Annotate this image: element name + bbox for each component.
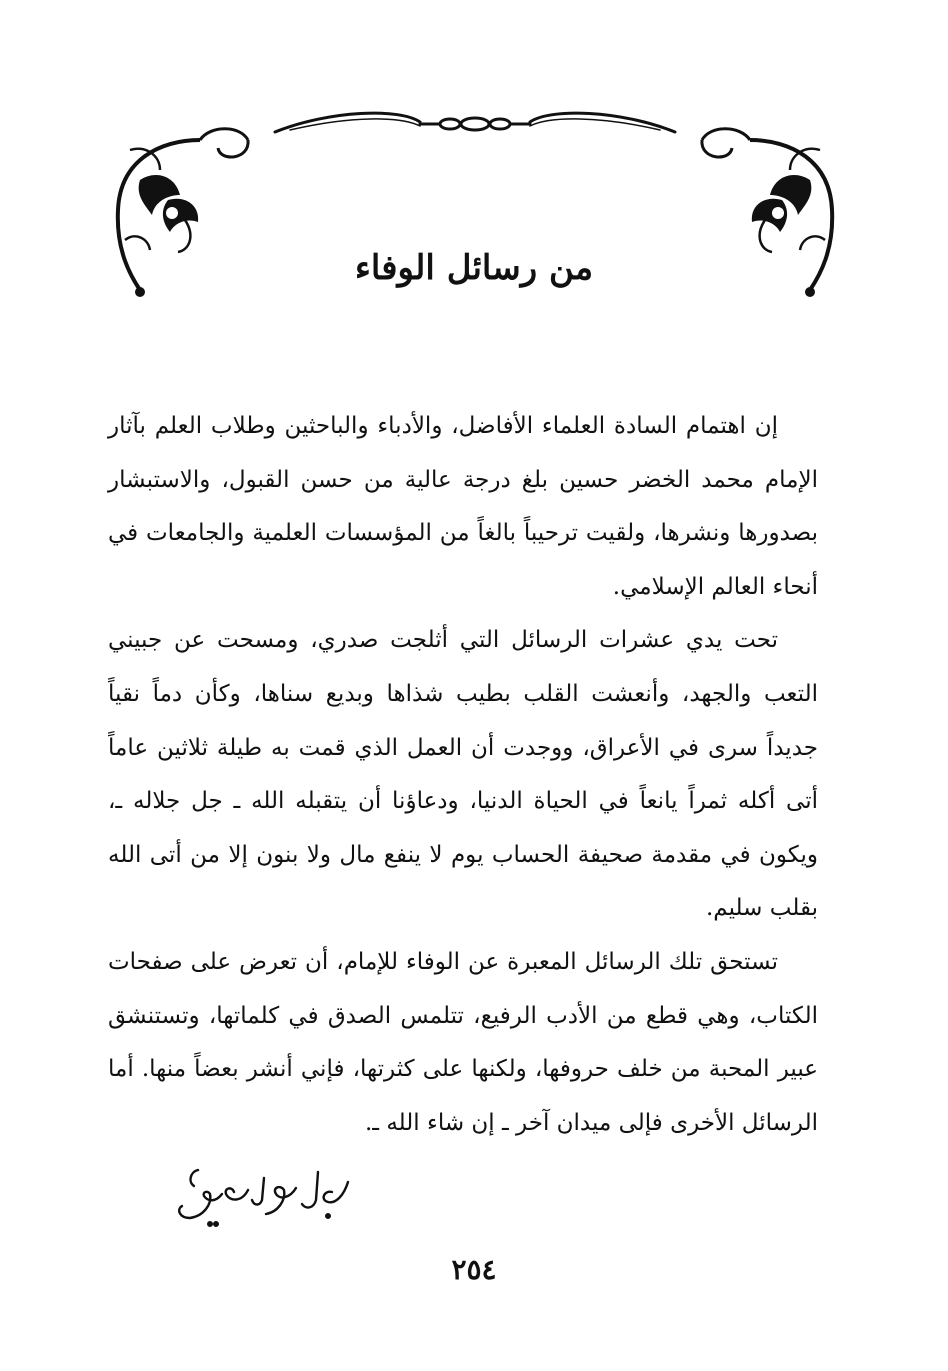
handwritten-signature xyxy=(168,1160,358,1230)
paragraph-3: تستحق تلك الرسائل المعبرة عن الوفاء للإمام، أن تعرض على صفحات الكتاب، وهي قطع من الأدب الرفيع، تتلمس الصدق في كلماتها، وتستنشق عبير المحبة من خلف حروفها، ولكنها على كثرتها، فإني أنشر بعضاً منها. أما الرسائل الأخرى فإلى ميدان آخر ـ إن شاء الله ـ. xyxy=(108,948,818,1136)
page-title: من رسائل الوفاء xyxy=(354,248,594,288)
paragraph-1: إن اهتمام السادة العلماء الأفاضل، والأدباء والباحثين وطلاب العلم بآثار الإمام محمد الخضر حسين بلغ درجة عالية من حسن القبول، والاستبشار بصدورها ونشرها، ولقيت ترحيباً بالغاً من المؤسسات العلمية والجامعات في أنحاء العالم الإسلامي. xyxy=(108,413,818,600)
body-text xyxy=(108,400,818,1150)
page-number: ٢٥٤ xyxy=(451,1253,497,1286)
paragraph-2: تحت يدي عشرات الرسائل التي أثلجت صدري، ومسحت عن جبيني التعب والجهد، وأنعشت القلب بطيب شذاها وبديع سناها، وكأن دماً نقياً جديداً سرى في الأعراق، ووجدت أن العمل الذي قمت به طيلة ثلاثين عاماً أتى أكله ثمراً يانعاً في الحياة الدنيا، ودعاؤنا أن يتقبله الله ـ جل جلاله ـ، ويكون في مقدمة صحيفة الحساب يوم لا ينفع مال ولا بنون إلا من أتى الله بقلب سليم. xyxy=(108,627,818,922)
